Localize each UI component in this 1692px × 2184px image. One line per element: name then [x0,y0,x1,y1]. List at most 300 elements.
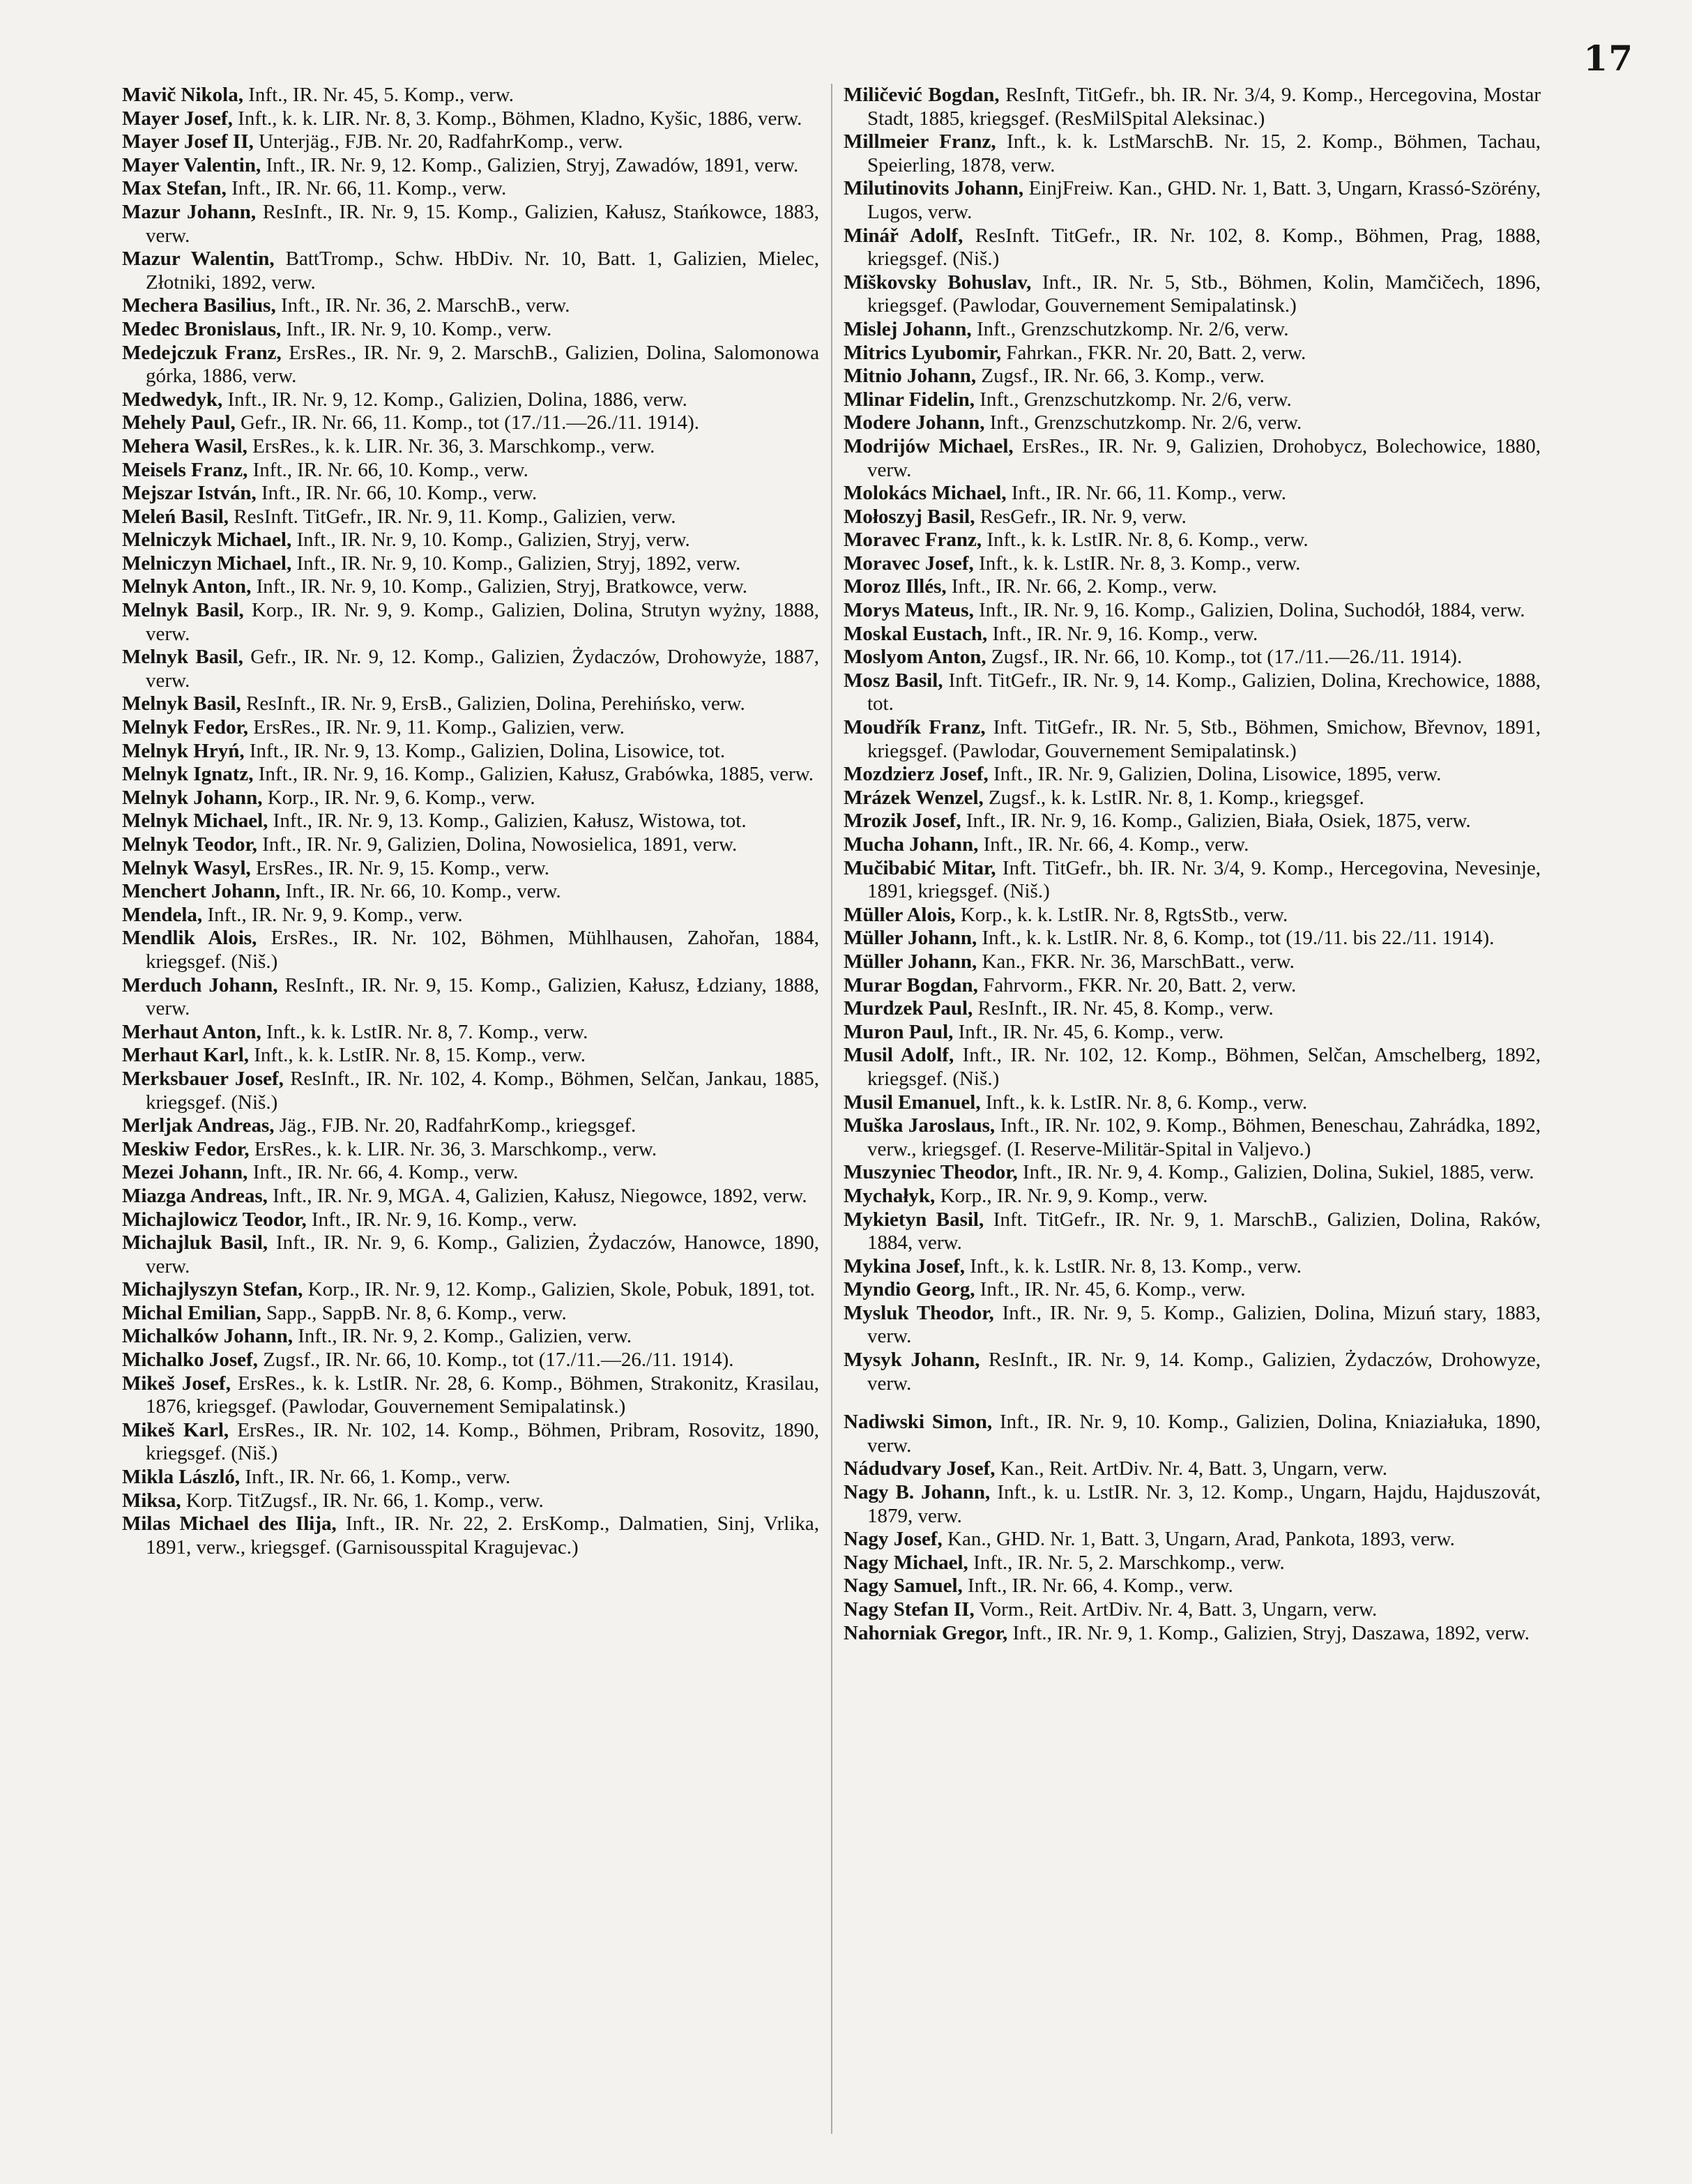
register-entry [844,225,1541,271]
entry-details: ResInft. TitGefr., IR. Nr. 102, 8. Komp., Böhmen, Prag, 1888, kriegsgef. (Niš.) [867,224,1541,271]
entry-details: Korp., k. k. LstIR. Nr. 8, RgtsStb., verw. [960,903,1288,926]
register-entry [844,1528,1541,1552]
entry-details: Inft., IR. Nr. 45, 6. Komp., verw. [980,1278,1246,1301]
entry-details: Inft. TitGefr., IR. Nr. 9, 1. MarschB., Galizien, Dolina, Raków, 1884, verw. [867,1208,1541,1254]
entry-details: Inft., IR. Nr. 9, 6. Komp., Galizien, Żydaczów, Hanowce, 1890, verw. [146,1231,819,1277]
entry-details: Inft., IR. Nr. 5, Stb., Böhmen, Kolin, Mamčičech, 1896, kriegsgef. (Pawlodar, Gouvernement Semipalatinsk.) [867,271,1541,317]
entry-details: Korp. TitZugsf., IR. Nr. 66, 1. Komp., verw. [185,1489,544,1512]
register-entry [122,763,819,787]
register-entry [844,177,1541,224]
register-entry [844,1161,1541,1185]
entry-name: Nagy Samuel, [844,1575,963,1598]
entry-name: Moravec Franz, [844,529,982,552]
register-entry [844,1622,1541,1646]
register-entry [844,365,1541,388]
register-entry [844,787,1541,810]
register-entry [122,880,819,904]
entry-details: Inft., k. k. LstMarschB. Nr. 15, 2. Komp., Böhmen, Tachau, Speierling, 1878, verw. [867,130,1541,176]
entry-details: Inft., IR. Nr. 9, 4. Komp., Galizien, Dolina, Sukiel, 1885, verw. [1023,1161,1534,1184]
entry-details: ResInft., IR. Nr. 102, 4. Komp., Böhmen, Selčan, Jankau, 1885, kriegsgef. (Niš.) [146,1067,819,1114]
entry-name: Miličević Bogdan, [844,84,1000,106]
register-entry [122,646,819,692]
entry-name: Meisels Franz, [122,458,248,481]
entry-name: Mechera Basilius, [122,294,276,317]
entry-details: Korp., IR. Nr. 9, 12. Komp., Galizien, Skole, Pobuk, 1891, tot. [307,1278,816,1301]
entry-name: Müller Alois, [844,903,956,926]
entry-details: Vorm., Reit. ArtDiv. Nr. 4, Batt. 3, Ungarn, verw. [979,1598,1378,1621]
entry-name: Melniczyn Michael, [122,552,292,575]
entry-name: Melnyk Wasyl, [122,856,251,879]
entry-name: Mitnio Johann, [844,365,977,388]
entry-details: Inft., k. u. LstIR. Nr. 3, 12. Komp., Ungarn, Hajdu, Hajduszovát, 1879, verw. [867,1481,1541,1527]
register-entry [844,1481,1541,1528]
entry-details: Inft., IR. Nr. 66, 4. Komp., verw. [252,1161,519,1184]
entry-details: Inft., IR. Nr. 9, 10. Komp., Galizien, Stryj, 1892, verw. [296,552,741,575]
entry-details: Inft., IR. Nr. 9, 10. Komp., Galizien, Stryj, verw. [296,529,690,552]
entry-details: Inft., k. k. LstIR. Nr. 8, 6. Komp., verw. [985,1091,1308,1114]
entry-details: Inft., IR. Nr. 5, 2. Marschkomp., verw. [973,1551,1285,1574]
entry-name: Menchert Johann, [122,880,281,903]
entry-name: Meskiw Fedor, [122,1137,250,1160]
register-entry [122,1044,819,1068]
entry-details: Inft., IR. Nr. 9, 10. Komp., Galizien, Stryj, Bratkowce, verw. [256,575,748,598]
register-entry [122,810,819,833]
register-entry [844,646,1541,669]
entry-details: Inft., IR. Nr. 9, 9. Komp., verw. [207,903,463,926]
entry-name: Mrozik Josef, [844,810,961,833]
register-entry [844,1044,1541,1091]
entry-details: ResInft. TitGefr., IR. Nr. 9, 11. Komp., Galizien, verw. [234,505,676,528]
entry-name: Musil Adolf, [844,1044,954,1067]
register-entry [844,342,1541,365]
register-entry [844,529,1541,552]
entry-details: Inft., IR. Nr. 9, Galizien, Dolina, Lisowice, 1895, verw. [993,763,1442,786]
entry-details: ResInft., IR. Nr. 9, 15. Komp., Galizien, Kałusz, Łdziany, 1888, verw. [146,973,820,1020]
entry-details: Inft., IR. Nr. 9, 16. Komp., Galizien, Biała, Osiek, 1875, verw. [966,810,1471,833]
register-entry [844,1575,1541,1598]
entry-name: Milutinovits Johann, [844,177,1024,200]
register-entry [844,1457,1541,1481]
entry-name: Melnyk Teodor, [122,833,257,856]
entry-name: Milas Michael des Ilija, [122,1512,337,1535]
register-entry [122,1231,819,1278]
entry-name: Melnyk Anton, [122,575,252,598]
entry-details: BattTromp., Schw. HbDiv. Nr. 10, Batt. 1, Galizien, Mielec, Złotniki, 1892, verw. [146,248,820,294]
register-entry [122,529,819,552]
register-entry [844,84,1541,130]
register-entry [122,1278,819,1302]
entry-name: Mazur Johann, [122,200,257,223]
entry-details: Unterjäg., FJB. Nr. 20, RadfahrKomp., verw. [258,130,623,153]
entry-name: Michajlowicz Teodor, [122,1208,307,1231]
entry-details: Sapp., SappB. Nr. 8, 6. Komp., verw. [266,1301,567,1324]
register-entry [844,1021,1541,1045]
entry-details: Inft., k. k. LstIR. Nr. 8, 15. Komp., verw. [254,1044,586,1067]
entry-details: Inft. TitGefr., IR. Nr. 5, Stb., Böhmen, Smichow, Břevnov, 1891, kriegsgef. (Pawlodar, Gouvernement Semipalatinsk.) [867,716,1541,762]
entry-name: Mehera Wasil, [122,434,247,457]
register-entry [122,177,819,201]
register-entry [844,857,1541,904]
entry-details: Inft., IR. Nr. 66, 1. Komp., verw. [245,1466,511,1489]
entry-details: Inft., IR. Nr. 66, 10. Komp., verw. [252,458,528,481]
entry-details: ErsRes., IR. Nr. 9, 15. Komp., verw. [256,856,550,879]
entry-details: Inft., IR. Nr. 9, 16. Komp., verw. [992,622,1258,645]
entry-name: Mikeš Josef, [122,1372,231,1395]
entry-details: Inft., IR. Nr. 36, 2. MarschB., verw. [280,294,570,317]
register-entry [844,1598,1541,1622]
entry-details: Inft., IR. Nr. 45, 5. Komp., verw. [248,84,514,106]
register-entry [844,904,1541,927]
entry-details: Inft., IR. Nr. 66, 11. Komp., verw. [1011,482,1286,505]
register-entry [122,1512,819,1559]
register-entry [122,1419,819,1466]
entry-details: Inft. TitGefr., IR. Nr. 9, 14. Komp., Galizien, Dolina, Krechowice, 1888, tot. [867,669,1541,715]
entry-name: Mysluk Theodor, [844,1301,994,1324]
entry-name: Moskal Eustach, [844,622,988,645]
entry-name: Max Stefan, [122,177,227,200]
entry-details: Inft., IR. Nr. 66, 11. Komp., verw. [231,177,507,200]
entry-details: Inft., IR. Nr. 66, 2. Komp., verw. [951,575,1217,598]
entry-name: Myndio Georg, [844,1278,975,1301]
entry-details: Inft., k. k. LstIR. Nr. 8, 3. Komp., verw. [979,552,1301,575]
entry-details: Kan., GHD. Nr. 1, Batt. 3, Ungarn, Arad, Pankota, 1893, verw. [947,1528,1455,1551]
entry-details: ErsRes., IR. Nr. 9, Galizien, Drohobycz, Bolechowice, 1880, verw. [867,434,1541,481]
entry-details: ErsRes., IR. Nr. 9, 2. MarschB., Galizien, Dolina, Salomonowa górka, 1886, verw. [146,341,820,388]
register-entry [122,130,819,154]
register-entry [844,1278,1541,1302]
entry-name: Melnyk Ignatz, [122,763,254,786]
section-gap [844,1395,1541,1411]
entry-details: Inft. TitGefr., bh. IR. Nr. 3/4, 9. Komp., Hercegovina, Nevesinje, 1891, kriegsgef. (Niš.) [867,856,1541,903]
entry-details: ErsRes., k. k. LIR. Nr. 36, 3. Marschkomp., verw. [254,1137,657,1160]
entry-details: Fahrvorm., FKR. Nr. 20, Batt. 2, verw. [983,973,1297,996]
register-entry [122,740,819,764]
register-entry [844,623,1541,646]
register-entry [122,1466,819,1489]
entry-name: Melniczyk Michael, [122,529,292,552]
register-entry [122,716,819,740]
entry-name: Merduch Johann, [122,973,278,996]
entry-name: Merhaut Anton, [122,1020,261,1043]
entry-name: Michalko Josef, [122,1349,258,1372]
entry-details: ErsRes., IR. Nr. 102, 14. Komp., Böhmen, Pribram, Rosovitz, 1890, kriegsgef. (Niš.) [146,1418,819,1465]
entry-details: Inft., k. k. LstIR. Nr. 8, 6. Komp., verw. [986,529,1309,552]
entry-name: Miškovsky Bohuslav, [844,271,1032,294]
register-entry [122,411,819,435]
register-entry [122,974,819,1021]
register-entry [844,1185,1541,1208]
entry-name: Mykina Josef, [844,1254,965,1277]
entry-name: Mykietyn Basil, [844,1208,984,1231]
entry-name: Millmeier Franz, [844,130,996,153]
entry-details: Inft., IR. Nr. 9, 12. Komp., Galizien, Stryj, Zawadów, 1891, verw. [266,153,799,176]
entry-details: Kan., Reit. ArtDiv. Nr. 4, Batt. 3, Ungarn, verw. [1000,1457,1387,1480]
register-entry [844,1349,1541,1395]
register-entry [122,1325,819,1349]
entry-name: Mejszar István, [122,482,257,505]
entry-details: Inft., IR. Nr. 9, MGA. 4, Galizien, Kałusz, Niegowce, 1892, verw. [273,1184,807,1207]
entry-name: Mavič Nikola, [122,84,243,106]
entry-name: Murar Bogdan, [844,973,978,996]
entry-details: ErsRes., k. k. LIR. Nr. 36, 3. Marschkomp., verw. [252,434,655,457]
entry-details: Gefr., IR. Nr. 9, 12. Komp., Galizien, Żydaczów, Drohowyże, 1887, verw. [146,646,819,692]
register-entry [844,1091,1541,1115]
entry-name: Mayer Valentin, [122,153,261,176]
entry-name: Meleń Basil, [122,505,229,528]
register-entry [122,248,819,294]
column-divider [831,84,832,2134]
entry-details: Inft., IR. Nr. 9, 10. Komp., Galizien, Dolina, Kniaziałuka, 1890, verw. [867,1411,1541,1457]
entry-name: Morys Mateus, [844,599,974,622]
entry-details: Inft., Grenzschutzkomp. Nr. 2/6, verw. [980,388,1292,411]
entry-name: Muška Jaroslaus, [844,1114,996,1137]
entry-name: Mendela, [122,903,203,926]
entry-details: Inft., IR. Nr. 66, 4. Komp., verw. [968,1575,1233,1598]
entry-name: Müller Johann, [844,927,977,950]
entry-name: Müller Johann, [844,950,977,973]
register-entry [122,857,819,881]
entry-name: Medejczuk Franz, [122,341,282,364]
register-entry [844,716,1541,763]
entry-name: Mysyk Johann, [844,1349,980,1372]
register-entry [122,833,819,857]
entry-name: Mucha Johann, [844,833,979,856]
entry-details: Inft., IR. Nr. 9, 5. Komp., Galizien, Dolina, Mizuń stary, 1883, verw. [867,1301,1541,1348]
entry-name: Mosz Basil, [844,669,943,692]
register-entry [122,692,819,716]
entry-name: Melnyk Hryń, [122,739,245,762]
right-column [844,84,1541,1645]
register-entry [844,1114,1541,1161]
entry-name: Michal Emilian, [122,1301,261,1324]
entry-details: Inft., IR. Nr. 9, 2. Komp., Galizien, verw. [298,1325,632,1348]
entry-name: Muron Paul, [844,1020,954,1043]
entry-details: ResGefr., IR. Nr. 9, verw. [980,505,1187,528]
entry-name: Merljak Andreas, [122,1114,275,1137]
entry-name: Michajluk Basil, [122,1231,268,1254]
register-entry [122,1161,819,1185]
entry-details: Inft., k. k. LIR. Nr. 8, 3. Komp., Böhmen, Kladno, Kyšic, 1886, verw. [238,107,802,130]
entry-details: Inft., IR. Nr. 9, 16. Komp., Galizien, Kałusz, Grabówka, 1885, verw. [258,763,814,786]
entry-name: Mikeš Karl, [122,1418,229,1441]
entry-details: Inft., IR. Nr. 66, 10. Komp., verw. [261,482,538,505]
entry-name: Mlinar Fidelin, [844,388,975,411]
entry-details: ErsRes., IR. Nr. 102, Böhmen, Mühlhausen, Zahořan, 1884, kriegsgef. (Niš.) [146,927,820,973]
entry-details: Inft., IR. Nr. 22, 2. ErsKomp., Dalmatien, Sinj, Vrlika, 1891, verw., kriegsgef. (Garnisousspital Kragujevac.) [146,1512,819,1559]
entry-name: Melnyk Basil, [122,599,244,622]
entry-name: Minář Adolf, [844,224,963,247]
entry-name: Mehely Paul, [122,411,236,434]
entry-name: Nagy Josef, [844,1528,943,1551]
entry-name: Miazga Andreas, [122,1184,268,1207]
register-entry [122,201,819,248]
register-entry [844,927,1541,950]
entry-details: Inft., IR. Nr. 9, 10. Komp., verw. [286,317,552,340]
entry-name: Melnyk Basil, [122,692,241,715]
register-entry [844,271,1541,318]
register-entry [844,411,1541,435]
entry-details: ResInft, TitGefr., bh. IR. Nr. 3/4, 9. Komp., Hercegovina, Mostar Stadt, 1885, kriegsgef. (ResMilSpital Aleksinac.) [867,84,1541,130]
register-entry [122,294,819,318]
entry-details: Inft., IR. Nr. 66, 10. Komp., verw. [285,880,561,903]
register-entry [122,1138,819,1162]
entry-details: Gefr., IR. Nr. 66, 11. Komp., tot (17./11.—26./11. 1914). [240,411,700,434]
entry-name: Mozdzierz Josef, [844,763,989,786]
entry-details: Inft., IR. Nr. 9, 16. Komp., verw. [312,1208,577,1231]
entry-name: Nagy Michael, [844,1551,968,1574]
entry-name: Mislej Johann, [844,317,972,340]
register-entry [844,575,1541,599]
entry-name: Mezei Johann, [122,1161,248,1184]
register-entry [122,154,819,178]
entry-name: Mučibabić Mitar, [844,856,996,879]
register-entry [122,1068,819,1114]
entry-details: Inft., Grenzschutzkomp. Nr. 2/6, verw. [976,317,1289,340]
entry-name: Moroz Illés, [844,575,947,598]
entry-details: Korp., IR. Nr. 9, 6. Komp., verw. [267,786,535,809]
entry-name: Medec Bronislaus, [122,317,282,340]
register-entry [122,1208,819,1232]
entry-details: ResInft., IR. Nr. 9, 15. Komp., Galizien, Kałusz, Stańkowce, 1883, verw. [146,200,820,247]
entry-name: Miksa, [122,1489,181,1512]
entry-name: Merhaut Karl, [122,1044,250,1067]
register-entry [844,435,1541,482]
entry-name: Medwedyk, [122,388,223,411]
entry-details: Inft., IR. Nr. 9, Galizien, Dolina, Nowosielica, 1891, verw. [262,833,738,856]
entry-name: Molokács Michael, [844,482,1007,505]
register-entry [844,763,1541,787]
entry-details: ResInft., IR. Nr. 9, ErsB., Galizien, Dolina, Perehińsko, verw. [246,692,745,715]
register-entry [122,904,819,927]
register-entry [122,506,819,529]
entry-name: Nádudvary Josef, [844,1457,996,1480]
register-entry [122,787,819,810]
entry-name: Moslyom Anton, [844,646,986,669]
entry-details: ResInft., IR. Nr. 45, 8. Komp., verw. [977,997,1274,1020]
entry-name: Melnyk Fedor, [122,716,248,739]
register-entry [844,599,1541,623]
register-entry [122,927,819,973]
register-entry [122,342,819,388]
entry-name: Nadiwski Simon, [844,1411,993,1434]
entry-name: Mendlik Alois, [122,927,257,950]
register-entry [122,482,819,506]
register-entry [844,950,1541,974]
entry-name: Nahorniak Gregor, [844,1621,1008,1644]
entry-details: Zugsf., k. k. LstIR. Nr. 8, 1. Komp., kriegsgef. [989,786,1364,809]
register-entry [844,997,1541,1021]
entry-name: Moravec Josef, [844,552,974,575]
register-entry [122,1302,819,1326]
entry-details: Fahrkan., FKR. Nr. 20, Batt. 2, verw. [1006,341,1306,364]
register-entry [844,810,1541,833]
entry-name: Michalków Johann, [122,1325,293,1348]
entry-name: Mazur Walentin, [122,248,275,271]
register-entry [844,1255,1541,1279]
entry-details: Zugsf., IR. Nr. 66, 10. Komp., tot (17./11.—26./11. 1914). [991,646,1463,669]
register-entry [122,575,819,599]
register-entry [844,1302,1541,1349]
entry-name: Muszyniec Theodor, [844,1161,1018,1184]
entry-details: Inft., IR. Nr. 66, 4. Komp., verw. [983,833,1249,856]
register-entry [122,318,819,342]
entry-details: ResInft., IR. Nr. 9, 14. Komp., Galizien, Żydaczów, Drohowyze, verw. [867,1349,1541,1395]
entry-details: Inft., k. k. LstIR. Nr. 8, 13. Komp., verw. [970,1254,1302,1277]
register-entry [122,1185,819,1208]
page-number: 17 [1583,38,1633,79]
entry-details: Inft., IR. Nr. 9, 13. Komp., Galizien, Kałusz, Wistowa, tot. [273,810,747,833]
entry-details: Korp., IR. Nr. 9, 9. Komp., verw. [940,1184,1208,1207]
entry-details: Inft., IR. Nr. 9, 16. Komp., Galizien, Dolina, Suchodół, 1884, verw. [979,599,1525,622]
entry-name: Melnyk Johann, [122,786,263,809]
entry-name: Murdzek Paul, [844,997,973,1020]
register-entry [122,599,819,646]
entry-name: Mitrics Lyubomir, [844,341,1002,364]
entry-details: Korp., IR. Nr. 9, 9. Komp., Galizien, Dolina, Strutyn wyżny, 1888, verw. [146,599,819,645]
register-entry [844,506,1541,529]
entry-details: Kan., FKR. Nr. 36, MarschBatt., verw. [982,950,1295,973]
register-entry [122,107,819,131]
register-entry [844,130,1541,177]
register-entry [844,1208,1541,1255]
register-entry [122,1021,819,1045]
entry-name: Moudřík Franz, [844,716,986,739]
entry-details: Inft., IR. Nr. 102, 9. Komp., Böhmen, Beneschau, Zahrádka, 1892, verw., kriegsgef. (I. Reserve-Militär-Spital in Valjevo.) [867,1114,1541,1160]
register-entry [844,1411,1541,1457]
entry-name: Modrijów Michael, [844,434,1014,457]
entry-details: Inft., IR. Nr. 102, 12. Komp., Böhmen, Selčan, Amschelberg, 1892, kriegsgef. (Niš.) [867,1044,1541,1090]
entry-details: Inft., IR. Nr. 9, 13. Komp., Galizien, Dolina, Lisowice, tot. [249,739,726,762]
entry-details: Inft., k. k. LstIR. Nr. 8, 7. Komp., verw. [266,1020,588,1043]
entry-name: Musil Emanuel, [844,1091,981,1114]
register-entry [122,435,819,459]
entry-name: Mikla László, [122,1466,241,1489]
register-entry [844,388,1541,412]
register-entry [122,1372,819,1419]
entry-details: Zugsf., IR. Nr. 66, 3. Komp., verw. [981,365,1265,388]
entry-name: Merksbauer Josef, [122,1067,284,1090]
register-entry [122,1349,819,1372]
register-entry [122,552,819,576]
register-entry [844,974,1541,998]
entry-name: Michajlyszyn Stefan, [122,1278,303,1301]
register-entry [844,669,1541,716]
entry-details: Inft., IR. Nr. 9, 12. Komp., Galizien, Dolina, 1886, verw. [227,388,687,411]
entry-details: Inft., Grenzschutzkomp. Nr. 2/6, verw. [989,411,1302,434]
register-entry [844,833,1541,857]
entry-name: Modere Johann, [844,411,985,434]
register-entry [122,1489,819,1513]
entry-name: Nagy Stefan II, [844,1598,975,1621]
entry-name: Melnyk Michael, [122,810,268,833]
register-entry [844,552,1541,576]
register-entry [844,318,1541,342]
entry-details: EinjFreiw. Kan., GHD. Nr. 1, Batt. 3, Ungarn, Krassó-Szörény, Lugos, verw. [867,177,1541,223]
entry-details: Inft., k. k. LstIR. Nr. 8, 6. Komp., tot (19./11. bis 22./11. 1914). [982,927,1495,950]
entry-name: Mayer Josef, [122,107,233,130]
entry-name: Mayer Josef II, [122,130,254,153]
entry-details: Zugsf., IR. Nr. 66, 10. Komp., tot (17./11.—26./11. 1914). [263,1349,734,1372]
entry-details: Jäg., FJB. Nr. 20, RadfahrKomp., kriegsgef. [279,1114,637,1137]
entry-name: Mołoszyj Basil, [844,505,975,528]
register-entry [122,459,819,483]
register-entry [844,1552,1541,1575]
entry-details: Inft., IR. Nr. 45, 6. Komp., verw. [958,1020,1224,1043]
entry-name: Nagy B. Johann, [844,1481,991,1504]
register-entry [844,482,1541,506]
entry-details: ErsRes., IR. Nr. 9, 11. Komp., Galizien, verw. [253,716,625,739]
left-column [122,84,819,1559]
